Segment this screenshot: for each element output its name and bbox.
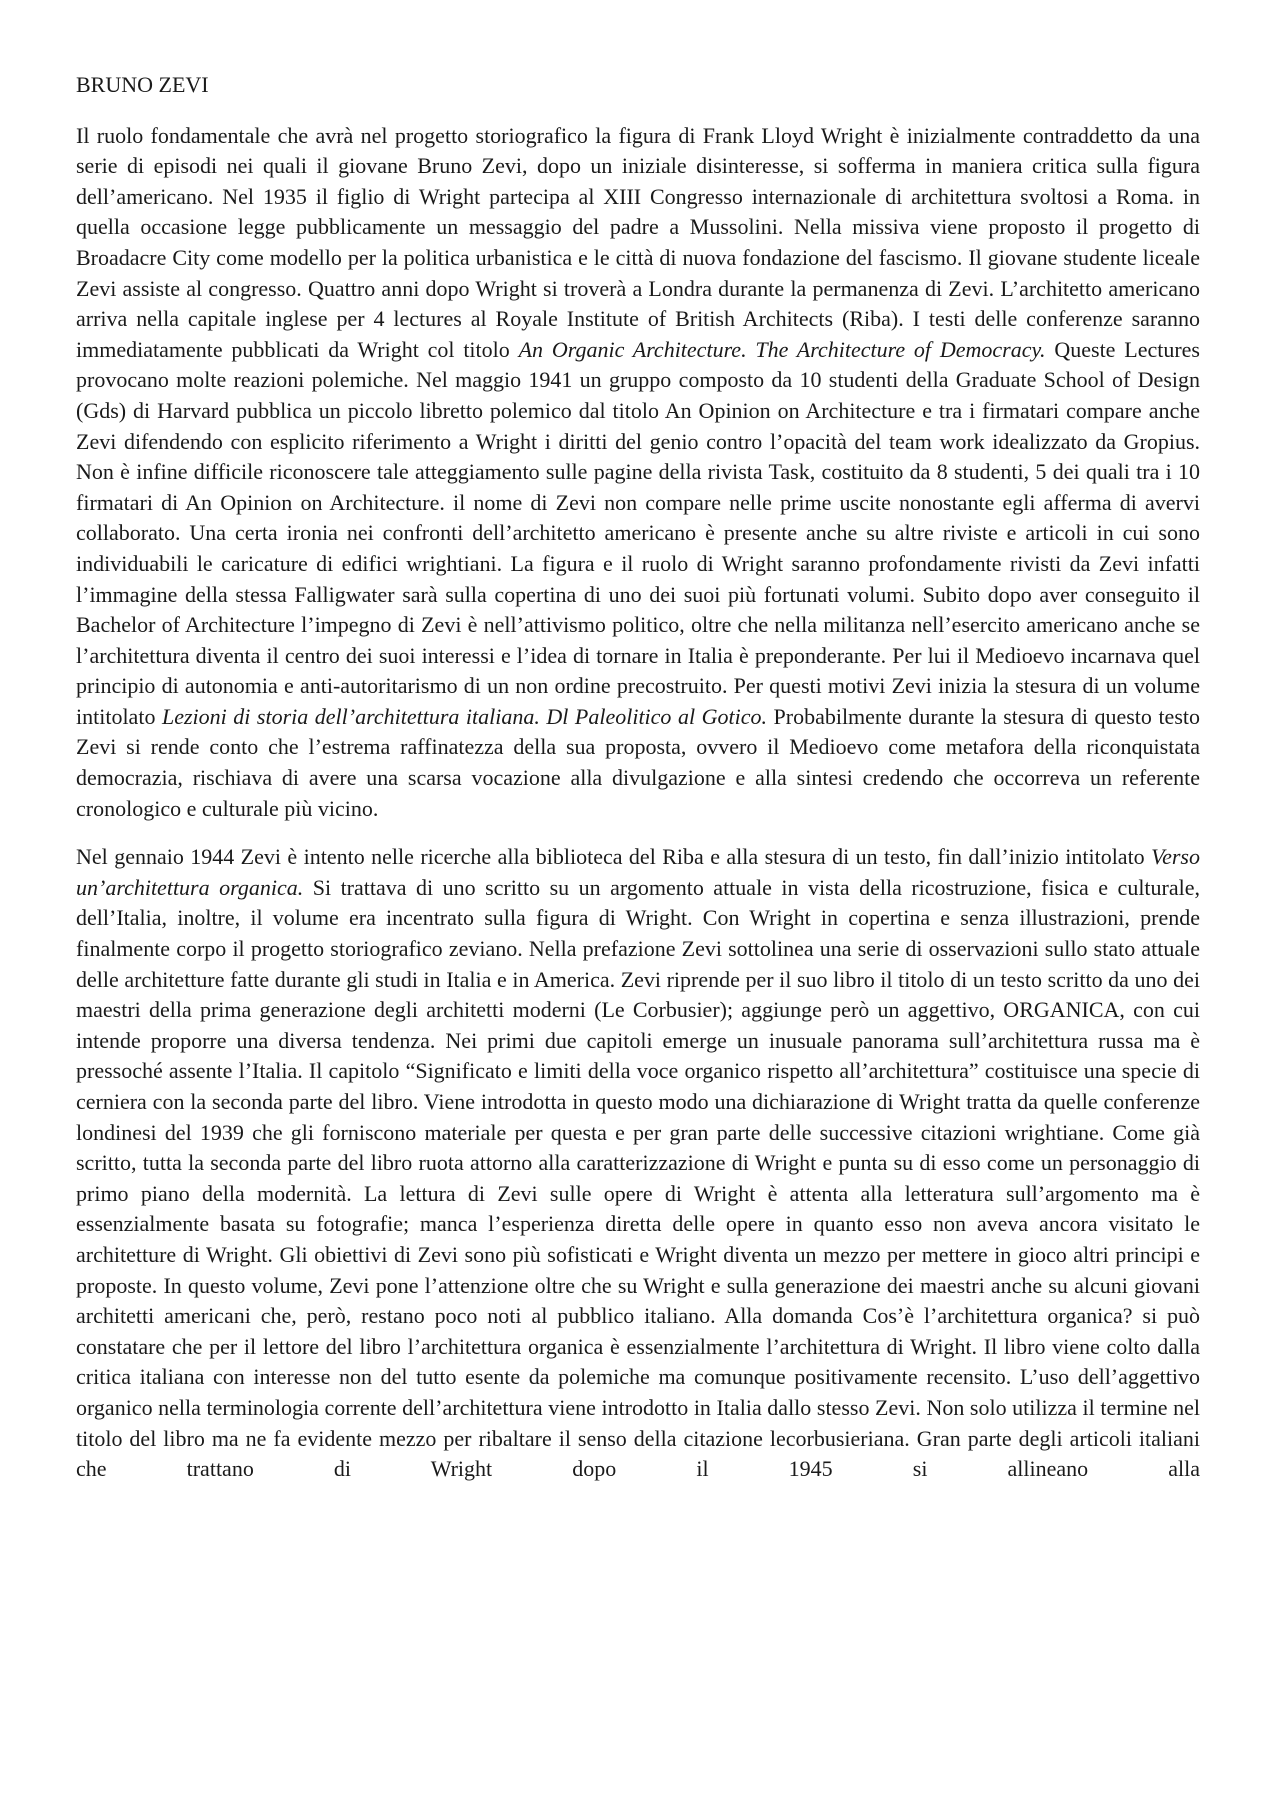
italic-title-text: An Organic Architecture. The Architecture of Democracy. (518, 336, 1046, 362)
italic-title-text: Verso un’architettura organica. (76, 844, 1200, 900)
document-title: BRUNO ZEVI (76, 72, 209, 97)
paragraph (76, 842, 1200, 1484)
paragraph (76, 121, 1200, 825)
paragraph-text: Si trattava di uno scritto su un argomento attuale in vista della ricostruzione, fisica e culturale, dell’Italia, inoltre, il volume era incentrato sulla figura di Wright. Con Wright in copertina e senza illustrazioni, prende finalmente corpo il progetto storiografico zeviano. Nella prefazione Zevi sottolinea una serie di osservazioni sullo stato attuale delle architetture fatte durante gli studi in Italia e in America. Zevi riprende per il suo libro il titolo di un testo scritto da uno dei maestri della prima generazione degli architetti moderni (Le Corbusier); aggiunge però un aggettivo, ORGANICA, con cui intende proporre una diversa tendenza. Nei primi due capitoli emerge un inusuale panorama sull’architettura russa ma è pressoché assente l’Italia. Il capitolo “Significato e limiti della voce organico rispetto all’architettura” costituisce una specie di cerniera con la seconda parte del libro. Viene introdotta in questo modo una dichiarazione di Wright tratta da quelle conferenze londinesi del 1939 che gli forniscono materiale per questa e per gran parte delle successive citazioni wrightiane. Come già scritto, tutta la seconda parte del libro ruota attorno alla caratterizzazione di Wright e punta su di esso come un personaggio di primo piano della modernità. La lettura di Zevi sulle opere di Wright è attenta alla letteratura sull’argomento ma è essenzialmente basata su fotografie; manca l’esperienza diretta delle opere in quanto esso non aveva ancora visitato le architetture di Wright. Gli obiettivi di Zevi sono più sofisticati e Wright diventa un mezzo per mettere in gioco altri principi e proposte. In questo volume, Zevi pone l’attenzione oltre che su Wright e sulla generazione dei maestri anche su alcuni giovani architetti americani che, però, restano poco noti al pubblico italiano. Alla domanda Cos’è l’architettura organica? si può constatare che per il lettore del libro l’architettura organica è essenzialmente l’architettura di Wright. Il libro viene colto dalla critica italiana con interesse non del tutto esente da polemiche ma comunque positivamente recensito. L’uso dell’aggettivo organico nella terminologia corrente dell’architettura viene introdotto in Italia dallo stesso Zevi. Non solo utilizza il termine nel titolo del libro ma ne fa evidente mezzo per ribaltare il senso della citazione lecorbusieriana. Gran parte degli articoli italiani che trattano di Wright dopo il 1945 si allineano alla (76, 874, 1201, 1482)
italic-title-text: Lezioni di storia dell’architettura italiana. Dl Paleolitico al Gotico. (161, 703, 767, 729)
paragraph-text: Probabilmente durante la stesura di questo testo Zevi si rende conto che l’estrema raffinatezza della sua proposta, ovvero il Medioevo come metafora della riconquistata democrazia, rischiava di avere una scarsa vocazione alla divulgazione e alla sintesi credendo che occorreva un referente cronologico e culturale più vicino. (76, 703, 1200, 821)
document-page (76, 70, 1200, 1503)
paragraph-text: Nel gennaio 1944 Zevi è intento nelle ricerche alla biblioteca del Riba e alla stesura di un testo, fin dall’inizio intitolato (76, 844, 1152, 870)
paragraph-text: Il ruolo fondamentale che avrà nel progetto storiografico la figura di Frank Lloyd Wright è inizialmente contraddetto da una serie di episodi nei quali il giovane Bruno Zevi, dopo un iniziale disinteresse, si sofferma in maniera critica sulla figura dell’americano. Nel 1935 il figlio di Wright partecipa al XIII Congresso internazionale di architettura svoltosi a Roma. in quella occasione legge pubblicamente un messaggio del padre a Mussolini. Nella missiva viene proposto il progetto di Broadacre City come modello per la politica urbanistica e le città di nuova fondazione del fascismo. Il giovane studente liceale Zevi assiste al congresso. Quattro anni dopo Wright si troverà a Londra durante la permanenza di Zevi. L’architetto americano arriva nella capitale inglese per 4 lectures al Royale Institute of British Architects (Riba). I testi delle conferenze saranno immediatamente pubblicati da Wright col titolo (76, 122, 1200, 362)
document-body (76, 121, 1200, 1485)
paragraph-text: Queste Lectures provocano molte reazioni polemiche. Nel maggio 1941 un gruppo composto da 10 studenti della Graduate School of Design (Gds) di Harvard pubblica un piccolo libretto polemico dal titolo An Opinion on Architecture e tra i firmatari compare anche Zevi difendendo con esplicito riferimento a Wright i diritti del genio contro l’opacità del team work idealizzato da Gropius. Non è infine difficile riconoscere tale atteggiamento sulle pagine della rivista Task, costituito da 8 studenti, 5 dei quali tra i 10 firmatari di An Opinion on Architecture. il nome di Zevi non compare nelle prime uscite nonostante egli afferma di avervi collaborato. Una certa ironia nei confronti dell’architetto americano è presente anche su altre riviste e articoli in cui sono individuabili le caricature di edifici wrightiani. La figura e il ruolo di Wright saranno profondamente rivisti da Zevi infatti l’immagine della stessa Falligwater sarà sulla copertina di uno dei suoi più fortunati volumi. Subito dopo aver conseguito il Bachelor of Architecture l’impegno di Zevi è nell’attivismo politico, oltre che nella militanza nell’esercito americano anche se l’architettura diventa il centro dei suoi interessi e l’idea di tornare in Italia è preponderante. Per lui il Medioevo incarnava quel principio di autonomia e anti-autoritarismo di un non ordine precostruito. Per questi motivi Zevi inizia la stesura di un volume intitolato (76, 336, 1200, 729)
